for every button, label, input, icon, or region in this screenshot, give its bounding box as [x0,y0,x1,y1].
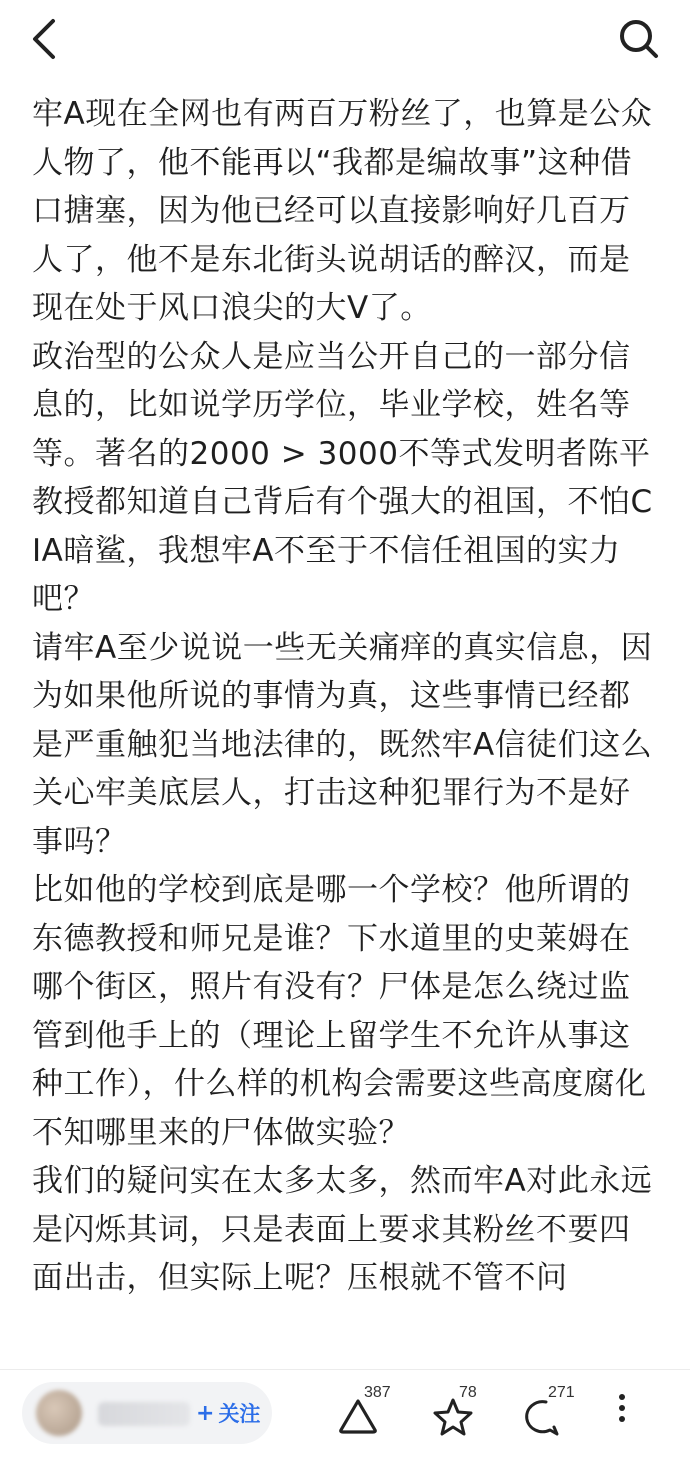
article-body[interactable] [0,86,690,1370]
more-options-button[interactable] [604,1390,640,1440]
favorite-count: 78 [459,1384,477,1401]
article-paragraph-5: 我们的疑问实在太多太多，然而牢A对此永远是闪烁其词，只是表面上要求其粉丝不要四面出击，但实际上呢？压根就不管不问 [32,1163,653,1296]
follow-label: 关注 [218,1402,261,1426]
article-content [0,86,690,1303]
bottom-action-bar [0,1369,690,1461]
article-paragraph-2: 政治型的公众人是应当公开自己的一部分信息的，比如说学历学位，毕业学校，姓名等等。著名的2000 > 3000不等式发明者陈平教授都知道自己背后有个强大的祖国，不怕CIA暗鲨，我想牢A不至于不信任祖国的实力吧？ [32,338,653,617]
comment-button[interactable] [512,1376,592,1454]
search-button[interactable] [612,14,666,68]
article-paragraph-4: 比如他的学校到底是哪一个学校？他所谓的东德教授和师兄是谁？下水道里的史莱姆在哪个街区，照片有没有？尸体是怎么绕过监管到他手上的（理论上留学生不允许从事这种工作），什么样的机构会需要这些高度腐化不知哪里来的尸体做实验？ [32,872,647,1151]
follow-button[interactable] [196,1394,260,1432]
back-button[interactable] [22,14,66,68]
author-name-blurred [98,1402,190,1426]
comment-count: 271 [548,1384,575,1401]
search-icon [617,17,661,65]
follow-plus: + [196,1400,215,1426]
favorite-button[interactable] [423,1376,503,1454]
upvote-button[interactable] [328,1376,408,1454]
upvote-count: 387 [364,1384,391,1401]
avatar[interactable] [36,1390,82,1436]
author-chip[interactable] [22,1382,272,1444]
top-navigation-bar [0,0,690,86]
vertical-ellipsis-icon [604,1394,640,1422]
chevron-left-icon [29,17,59,65]
article-paragraph-3: 请牢A至少说说一些无关痛痒的真实信息，因为如果他所说的事情为真，这些事情已经都是严重触犯当地法律的，既然牢A信徒们这么关心牢美底层人，打击这种犯罪行为不是好事吗？ [32,629,653,860]
article-paragraph-1: 牢A现在全网也有两百万粉丝了，也算是公众人物了，他不能再以“我都是编故事”这种借口搪塞，因为他已经可以直接影响好几百万人了，他不是东北街头说胡话的醉汉，而是现在处于风口浪尖的大V了。 [32,96,653,326]
